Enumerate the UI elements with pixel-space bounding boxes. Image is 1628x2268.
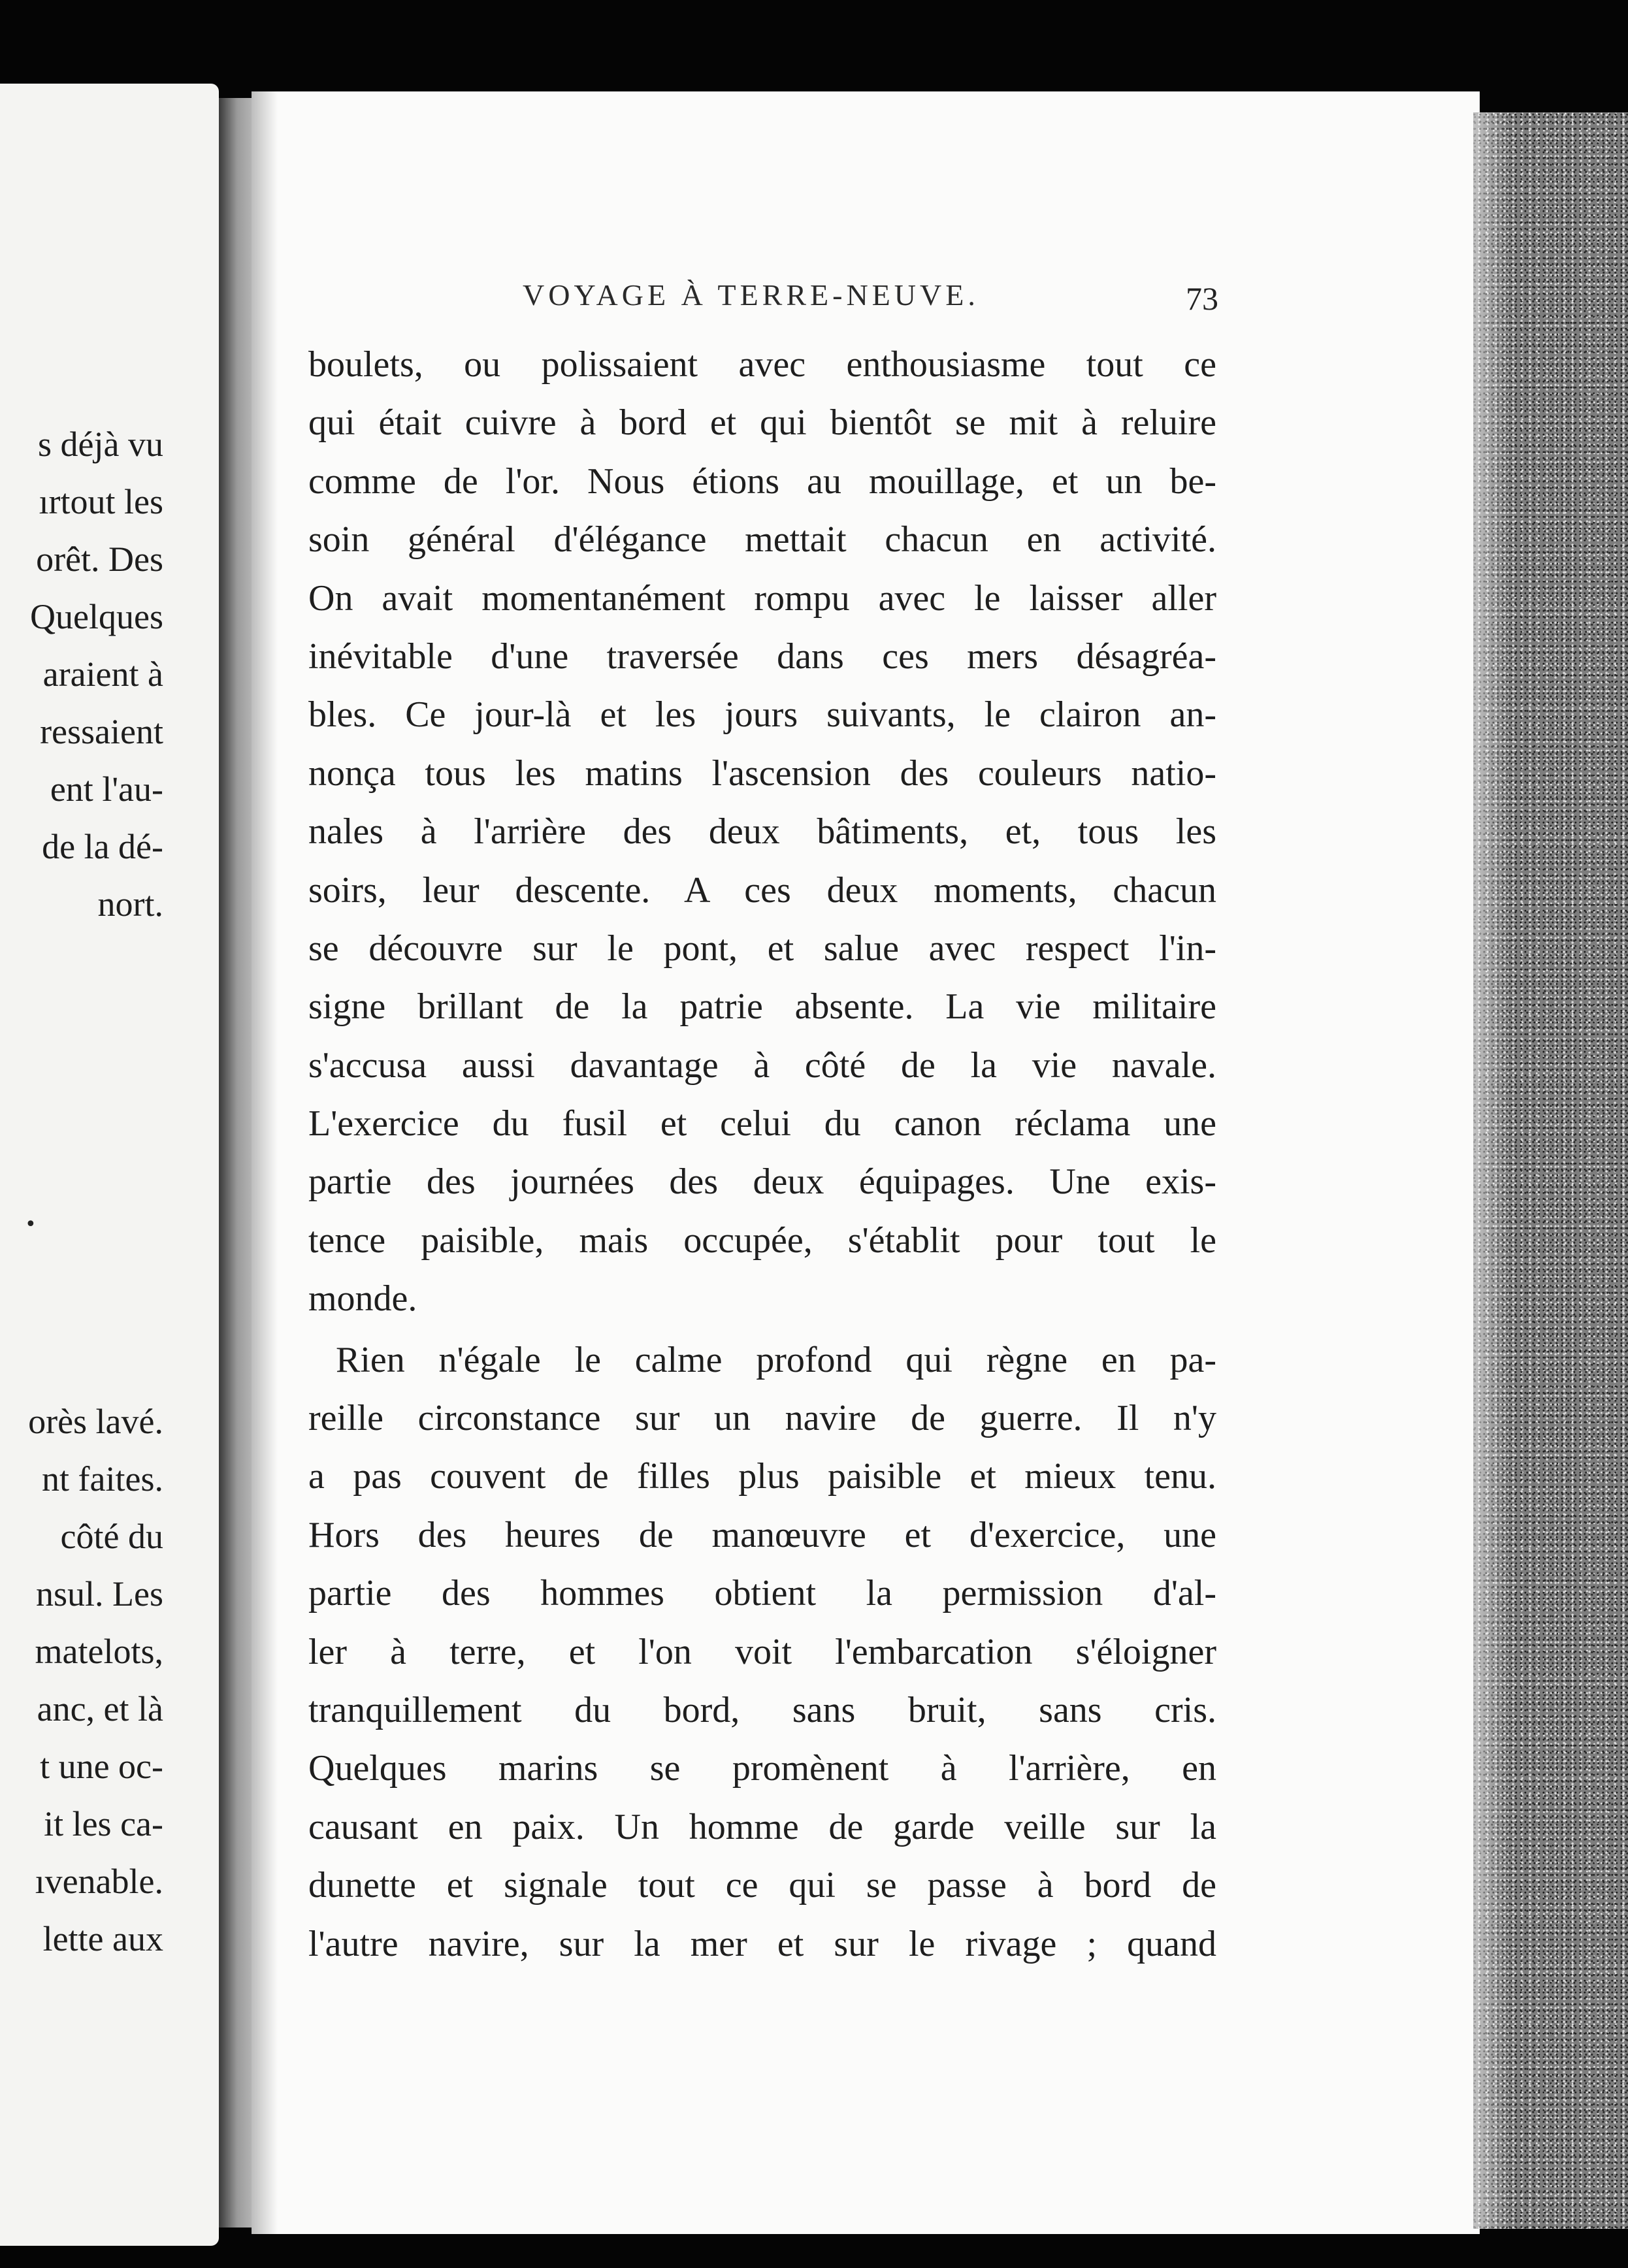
previous-page-line: ent l'au- (50, 770, 163, 809)
page-number: 73 (1186, 280, 1218, 317)
text-line: dunette et signale tout ce qui se passe à bord de (308, 1865, 1216, 1906)
previous-page-line: t une oc- (40, 1747, 163, 1786)
text-line: On avait momentanément rompu avec le laisser aller (308, 577, 1216, 619)
text-line: monde. (308, 1278, 417, 1320)
text-line: soirs, leur descente. A ces deux moments, chacun (308, 869, 1216, 911)
previous-page-gap (0, 933, 163, 1393)
text-line: soin général d'élégance mettait chacun en activité. (308, 519, 1216, 560)
text-line: tence paisible, mais occupée, s'établit pour tout le (308, 1220, 1216, 1261)
fore-edge-highlight (1473, 112, 1512, 2229)
text-line: nonça tous les matins l'ascension des couleurs natio- (308, 753, 1216, 794)
previous-page (0, 84, 219, 2246)
previous-page-line: anc, et là (37, 1689, 163, 1728)
text-line: s'accusa aussi davantage à côté de la vie navale. (308, 1045, 1216, 1086)
previous-page-line: nsul. Les (36, 1574, 163, 1613)
text-line: causant en paix. Un homme de garde veille sur la (308, 1806, 1216, 1847)
running-head: VOYAGE À TERRE-NEUVE. (523, 278, 979, 312)
previous-page-line: matelots, (35, 1632, 163, 1671)
previous-page-line: de la dé- (42, 827, 163, 866)
text-line: signe brillant de la patrie absente. La vie militaire (308, 986, 1216, 1028)
text-line: l'autre navire, sur la mer et sur le rivage ; quand (308, 1923, 1216, 1964)
text-line: tranquillement du bord, sans bruit, sans cris. (308, 1689, 1216, 1730)
text-line: Rien n'égale le calme profond qui règne en pa- (336, 1339, 1216, 1380)
text-line: inévitable d'une traversée dans ces mers désagréa- (308, 636, 1216, 677)
text-line: L'exercice du fusil et celui du canon réclama une (308, 1103, 1216, 1144)
ink-speck: • (25, 1213, 37, 1236)
text-line: comme de l'or. Nous étions au mouillage, et un be- (308, 461, 1216, 502)
text-line: ler à terre, et l'on voit l'embarcation s'éloigner (308, 1631, 1216, 1672)
previous-page-line: nt faites. (42, 1459, 163, 1498)
text-line: partie des hommes obtient la permission d'al- (308, 1573, 1216, 1614)
previous-page-line: araient à (42, 655, 163, 694)
previous-page-line: s déjà vu (38, 425, 163, 464)
text-line: bles. Ce jour-là et les jours suivants, le clairon an- (308, 694, 1216, 736)
text-line: nales à l'arrière des deux bâtiments, et, tous les (308, 811, 1216, 852)
text-line: partie des journées des deux équipages. Une exis- (308, 1161, 1216, 1203)
text-line: Quelques marins se promènent à l'arrière, en (308, 1748, 1216, 1789)
text-line: reille circonstance sur un navire de guerre. Il n'y (308, 1398, 1216, 1439)
previous-page-line: lette aux (42, 1919, 163, 1958)
paragraph (308, 336, 1216, 1329)
text-line: a pas couvent de filles plus paisible et mieux tenu. (308, 1456, 1216, 1497)
text-line: Hors des heures de manœuvre et d'exercice, une (308, 1514, 1216, 1555)
previous-page-line: nort. (97, 884, 163, 924)
text-line: se découvre sur le pont, et salue avec respect l'in- (308, 928, 1216, 969)
previous-page-line: orès lavé. (28, 1402, 163, 1441)
previous-page-line: côté du (60, 1517, 163, 1556)
previous-page-line: it les ca- (44, 1804, 163, 1843)
text-line: boulets, ou polissaient avec enthousiasme tout ce (308, 344, 1216, 385)
previous-page-line: ırtout les (39, 482, 163, 521)
previous-page-text (0, 415, 163, 1968)
page-body (308, 336, 1216, 1973)
previous-page-line: orêt. Des (36, 540, 163, 579)
previous-page-line: ressaient (40, 712, 163, 751)
page-curl-shadow (252, 91, 278, 2234)
paragraph (308, 1331, 1216, 1973)
previous-page-line: ıvenable. (35, 1862, 163, 1901)
previous-page-line: Quelques (30, 597, 163, 636)
text-line: qui était cuivre à bord et qui bientôt se mit à reluire (308, 402, 1216, 444)
